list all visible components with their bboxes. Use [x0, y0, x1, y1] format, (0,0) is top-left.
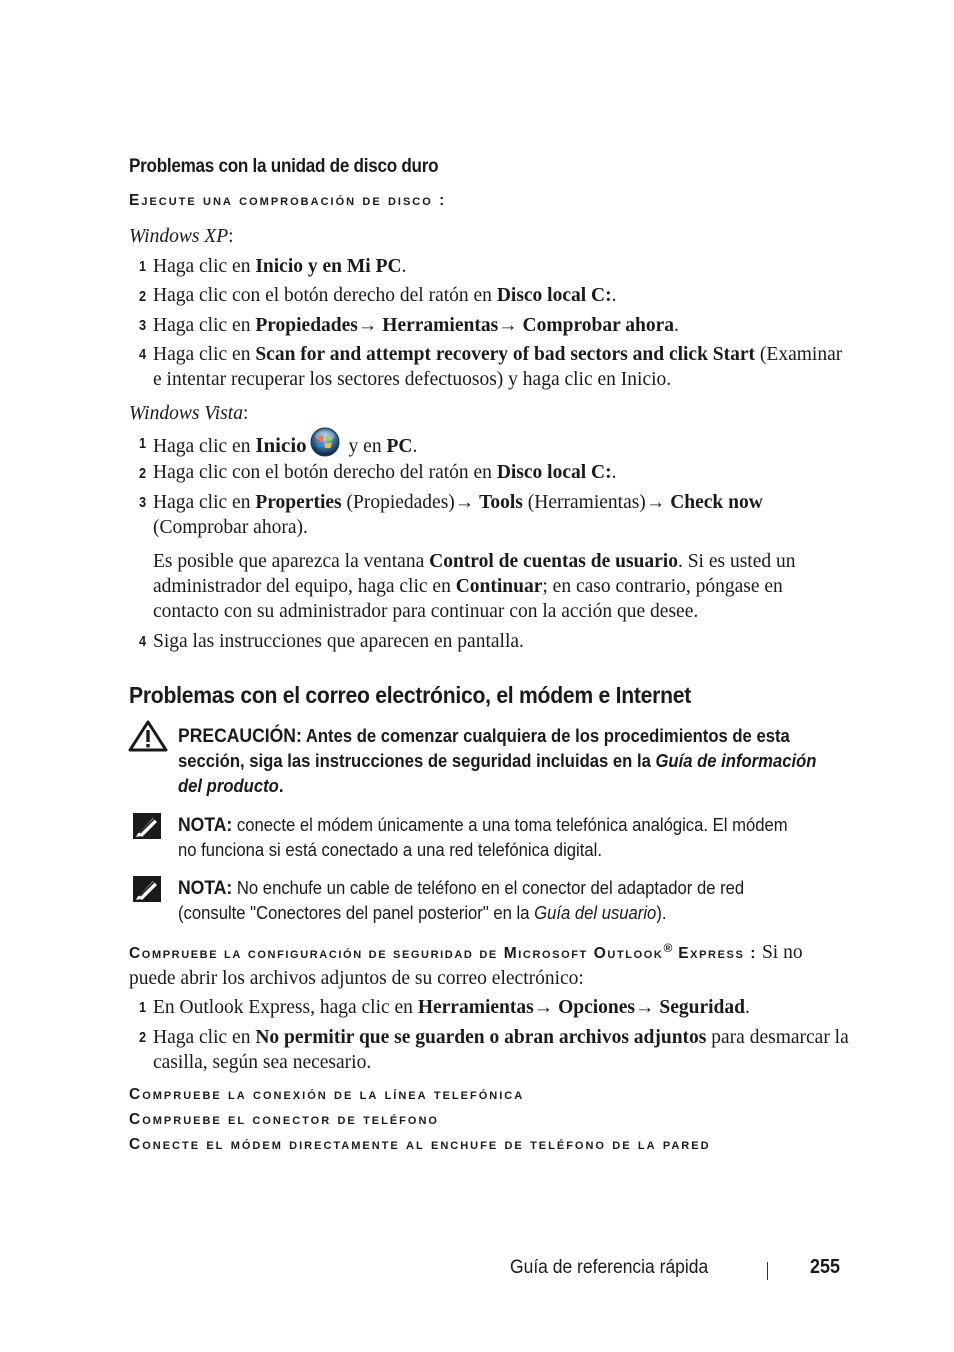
note2-line2: (consulte "Conectores del panel posterior" en la Guía del usuario). [178, 902, 667, 923]
uac-paragraph-line2: administrador del equipo, haga clic en Continuar; en caso contrario, póngase en [153, 576, 783, 597]
check-phone-jack-heading: Compruebe el conector de teléfono [129, 1111, 439, 1128]
vista-step-4: Siga las instrucciones que aparecen en pantalla. [153, 631, 524, 652]
windows-start-orb-icon [309, 431, 342, 455]
vista-step-2: Haga clic con el botón derecho del ratón en Disco local C:. [153, 462, 617, 483]
note1-line2: no funciona si está conectado a una red telefónica digital. [178, 839, 602, 860]
vista-step-3-number: 3 [139, 494, 147, 511]
note1-line1: NOTA: conecte el módem únicamente a una toma telefónica analógica. El módem [178, 814, 788, 836]
footer-separator [767, 1262, 768, 1280]
subtitle-run-disk-check: Ejecute una comprobación de disco : [129, 192, 447, 209]
caution-line3: del producto. [178, 775, 284, 796]
xp-step-4: Haga clic en Scan for and attempt recovery of bad sectors and click Start (Examinar [153, 344, 843, 365]
warning-triangle-icon [127, 719, 169, 758]
windows-vista-label: Windows Vista: [129, 403, 249, 424]
outlook-step-1: En Outlook Express, haga clic en Herramientas→ Opciones→ Seguridad. [153, 997, 750, 1018]
xp-step-2: Haga clic con el botón derecho del ratón en Disco local C:. [153, 285, 617, 306]
xp-step-1: Haga clic en Inicio y en Mi PC. [153, 256, 407, 277]
section-title-hard-drive: Problemas con la unidad de disco duro [129, 156, 439, 177]
vista-step-3-line2: (Comprobar ahora). [153, 517, 308, 538]
xp-step-3: Haga clic en Propiedades→ Herramientas→ Comprobar ahora. [153, 315, 679, 336]
windows-xp-label: Windows XP: [129, 226, 234, 247]
caution-line2: sección, siga las instrucciones de seguridad incluidas en la Guía de información [178, 750, 817, 771]
xp-step-1-number: 1 [139, 258, 147, 275]
outlook-step-1-number: 1 [139, 999, 147, 1016]
footer-label: Guía de referencia rápida [510, 1257, 709, 1278]
vista-step-4-number: 4 [139, 633, 147, 650]
uac-paragraph-line3: contacto con su administrador para continuar con la acción que desee. [153, 601, 699, 622]
outlook-step-2: Haga clic en No permitir que se guarden o abran archivos adjuntos para desmarcar la [153, 1027, 849, 1048]
xp-step-3-number: 3 [139, 317, 147, 334]
xp-step-4-number: 4 [139, 346, 147, 363]
vista-step-1: Haga clic en Inicio y en PC. [153, 431, 417, 459]
xp-step-2-number: 2 [139, 288, 147, 305]
outlook-line2: puede abrir los archivos adjuntos de su correo electrónico: [129, 968, 584, 989]
note-pencil-icon [132, 812, 162, 845]
vista-step-3: Haga clic en Properties (Propiedades)→ Tools (Herramientas)→ Check now [153, 492, 763, 513]
uac-paragraph-line1: Es posible que aparezca la ventana Control de cuentas de usuario. Si es usted un [153, 551, 796, 572]
outlook-step-2-line2: casilla, según sea necesario. [153, 1052, 372, 1073]
note-pencil-icon [132, 875, 162, 908]
connect-modem-wall-heading: Conecte el módem directamente al enchufe de teléfono de la pared [129, 1136, 711, 1153]
outlook-step-2-number: 2 [139, 1029, 147, 1046]
section-title-email-modem-internet: Problemas con el correo electrónico, el módem e Internet [129, 682, 691, 708]
outlook-security-heading: Compruebe la configuración de seguridad de Microsoft Outlook® Express : Si no [129, 941, 803, 964]
vista-step-2-number: 2 [139, 465, 147, 482]
caution-line1: PRECAUCIÓN: Antes de comenzar cualquiera de los procedimientos de esta [178, 725, 790, 747]
note2-line1: NOTA: No enchufe un cable de teléfono en el conector del adaptador de red [178, 877, 745, 899]
check-phone-line-heading: Compruebe la conexión de la línea telefónica [129, 1086, 525, 1103]
xp-step-4-line2: e intentar recuperar los sectores defectuosos) y haga clic en Inicio. [153, 369, 672, 390]
page-number: 255 [810, 1256, 841, 1278]
vista-step-1-number: 1 [139, 435, 147, 452]
